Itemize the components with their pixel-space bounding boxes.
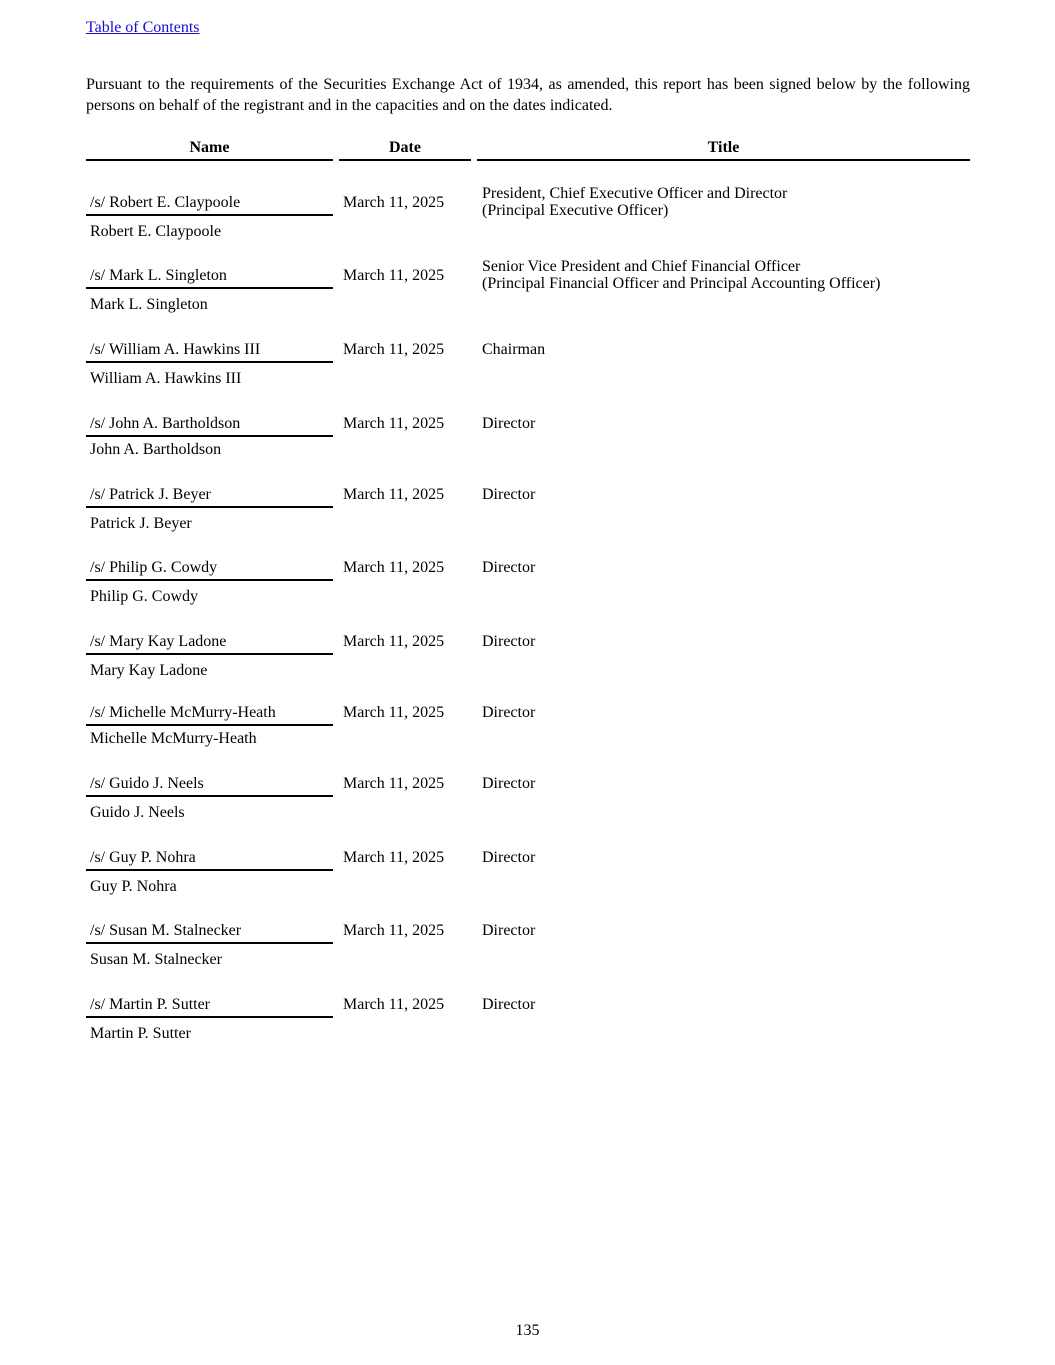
signer-title	[482, 258, 880, 292]
signature: /s/ William A. Hawkins III	[86, 340, 333, 363]
printed-name: Robert E. Claypoole	[90, 223, 222, 240]
printed-name: Susan M. Stalnecker	[90, 951, 222, 968]
signer-title: Director	[482, 633, 536, 650]
signature-date: March 11, 2025	[343, 559, 445, 576]
signature-date: March 11, 2025	[343, 486, 445, 503]
column-header-name: Name	[86, 138, 333, 161]
signer-title: Director	[482, 996, 536, 1013]
signature: /s/ Michelle McMurry-Heath	[86, 703, 333, 726]
signature-date: March 11, 2025	[343, 194, 445, 211]
signature-date: March 11, 2025	[343, 849, 445, 866]
signature: /s/ Guido J. Neels	[86, 774, 333, 797]
signature-date: March 11, 2025	[343, 633, 445, 650]
signature-date: March 11, 2025	[343, 267, 445, 284]
column-header-title: Title	[477, 138, 970, 161]
signature-date: March 11, 2025	[343, 341, 445, 358]
printed-name: Philip G. Cowdy	[90, 588, 199, 605]
printed-name: Guido J. Neels	[90, 804, 185, 821]
page-number: 135	[515, 1322, 540, 1339]
signature: /s/ Philip G. Cowdy	[86, 558, 333, 581]
signer-title-line: Senior Vice President and Chief Financial Officer	[482, 258, 801, 275]
signature: /s/ John A. Bartholdson	[86, 414, 333, 437]
signer-title: Director	[482, 704, 536, 721]
signer-title	[482, 185, 787, 219]
signer-title: Director	[482, 486, 536, 503]
printed-name: Michelle McMurry-Heath	[90, 730, 257, 747]
signature: /s/ Martin P. Sutter	[86, 995, 333, 1018]
signature-date: March 11, 2025	[343, 415, 445, 432]
printed-name: Mark L. Singleton	[90, 296, 208, 313]
signature: /s/ Patrick J. Beyer	[86, 485, 333, 508]
signer-title: Director	[482, 415, 536, 432]
printed-name: William A. Hawkins III	[90, 370, 242, 387]
signature-date: March 11, 2025	[343, 996, 445, 1013]
signer-title: Director	[482, 559, 536, 576]
signer-title-line: (Principal Executive Officer)	[482, 202, 669, 219]
signature: /s/ Susan M. Stalnecker	[86, 921, 333, 944]
printed-name: Martin P. Sutter	[90, 1025, 191, 1042]
signature-date: March 11, 2025	[343, 775, 445, 792]
table-of-contents-link[interactable]: Table of Contents	[86, 19, 200, 36]
column-header-date: Date	[339, 138, 471, 161]
signature-date: March 11, 2025	[343, 704, 445, 721]
signature: /s/ Robert E. Claypoole	[86, 193, 333, 216]
signer-title: Director	[482, 922, 536, 939]
printed-name: Mary Kay Ladone	[90, 662, 208, 679]
signer-title: Director	[482, 775, 536, 792]
signature: /s/ Mark L. Singleton	[86, 266, 333, 289]
signer-title: Director	[482, 849, 536, 866]
printed-name: Guy P. Nohra	[90, 878, 177, 895]
signature: /s/ Mary Kay Ladone	[86, 632, 333, 655]
signature-date: March 11, 2025	[343, 922, 445, 939]
signer-title: Chairman	[482, 341, 546, 358]
intro-paragraph: Pursuant to the requirements of the Securities Exchange Act of 1934, as amended, this report has been signed below by the following persons on behalf of the registrant and in the capacities and on the dates indicated.	[86, 76, 970, 114]
signature: /s/ Guy P. Nohra	[86, 848, 333, 871]
signer-title-line: (Principal Financial Officer and Principal Accounting Officer)	[482, 275, 881, 292]
printed-name: Patrick J. Beyer	[90, 515, 192, 532]
printed-name: John A. Bartholdson	[90, 441, 222, 458]
signer-title-line: President, Chief Executive Officer and Director	[482, 185, 788, 202]
